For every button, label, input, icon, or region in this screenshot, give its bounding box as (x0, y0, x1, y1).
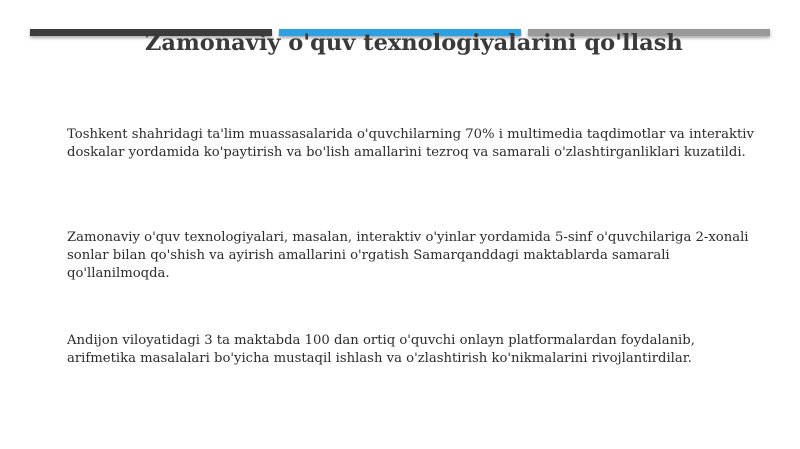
slide-title: Zamonaviy o'quv texnologiyalarini qo'llash (145, 30, 683, 56)
paragraph-samarkand: Zamonaviy o'quv texnologiyalari, masalan, interaktiv o'yinlar yordamida 5-sinf o'quvchilariga 2-xonali sonlar bilan qo'shish va ayirish amallarini o'rgatish Samarqanddagi maktablarda samarali qo'llanilmoqda. (67, 230, 749, 281)
paragraph-tashkent: Toshkent shahridagi ta'lim muassasalarida o'quvchilarning 70% i multimedia taqdimotlar va interaktiv doskalar yordamida ko'paytirish va bo'lish amallarini tezroq va samarali o'zlashtirganliklari kuzatildi. (67, 127, 754, 160)
paragraph-andijan: Andijon viloyatidagi 3 ta maktabda 100 dan ortiq o'quvchi onlayn platformalardan foydalanib, arifmetika masalalari bo'yicha mustaqil ishlash va o'zlashtirish ko'nikmalarini rivojlantirdilar. (67, 333, 695, 366)
